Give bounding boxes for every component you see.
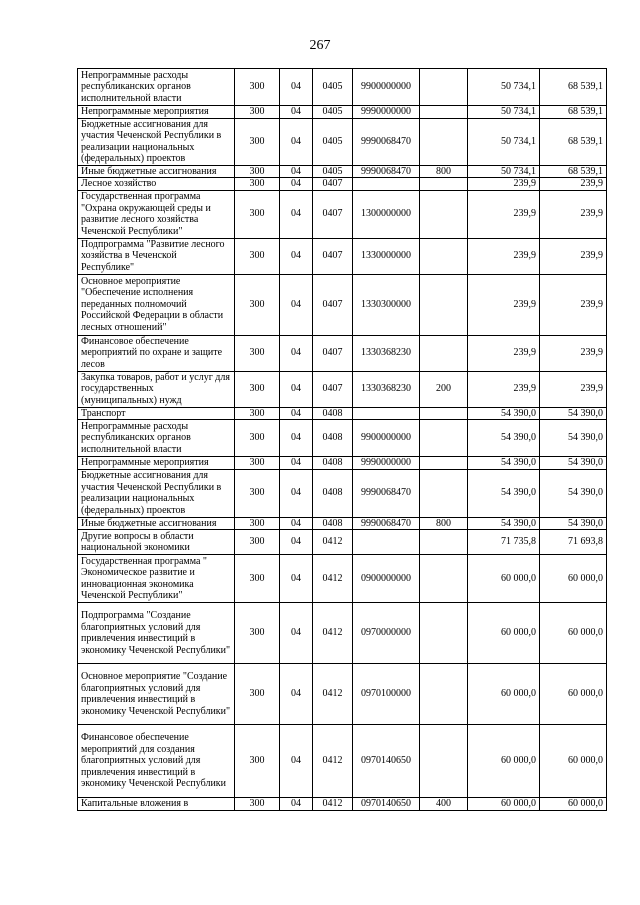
amount-year2-cell: 68 539,1 bbox=[540, 118, 607, 165]
table-row bbox=[78, 238, 607, 274]
ministry-code-cell: 300 bbox=[235, 664, 280, 725]
target-article-cell: 9990068470 bbox=[353, 469, 420, 517]
expense-type-cell bbox=[420, 190, 468, 238]
ministry-code-cell: 300 bbox=[235, 603, 280, 664]
amount-year2-cell: 60 000,0 bbox=[540, 603, 607, 664]
target-article-cell: 0970000000 bbox=[353, 603, 420, 664]
amount-year1-cell: 239,9 bbox=[468, 190, 540, 238]
expense-type-cell bbox=[420, 469, 468, 517]
subsection-code-cell: 0407 bbox=[313, 335, 353, 371]
item-name-cell: Непрограммные мероприятия bbox=[78, 106, 235, 119]
table-row bbox=[78, 469, 607, 517]
ministry-code-cell: 300 bbox=[235, 178, 280, 191]
table-row bbox=[78, 178, 607, 191]
amount-year1-cell: 60 000,0 bbox=[468, 798, 540, 811]
section-code-cell: 04 bbox=[280, 165, 313, 178]
amount-year1-cell: 239,9 bbox=[468, 238, 540, 274]
table-row bbox=[78, 517, 607, 530]
amount-year1-cell: 71 735,8 bbox=[468, 530, 540, 555]
section-code-cell: 04 bbox=[280, 178, 313, 191]
ministry-code-cell: 300 bbox=[235, 371, 280, 407]
table-row bbox=[78, 190, 607, 238]
amount-year1-cell: 60 000,0 bbox=[468, 725, 540, 798]
amount-year2-cell: 68 539,1 bbox=[540, 69, 607, 106]
subsection-code-cell: 0407 bbox=[313, 371, 353, 407]
table-row bbox=[78, 69, 607, 106]
subsection-code-cell: 0408 bbox=[313, 407, 353, 420]
ministry-code-cell: 300 bbox=[235, 457, 280, 470]
section-code-cell: 04 bbox=[280, 555, 313, 603]
subsection-code-cell: 0407 bbox=[313, 274, 353, 335]
expense-type-cell: 200 bbox=[420, 371, 468, 407]
subsection-code-cell: 0408 bbox=[313, 517, 353, 530]
item-name-cell: Основное мероприятие "Создание благоприятных условий для привлечения инвестиций в экономику Чеченской Республики" bbox=[78, 664, 235, 725]
item-name-cell: Непрограммные расходы республиканских органов исполнительной власти bbox=[78, 69, 235, 106]
expense-type-cell bbox=[420, 178, 468, 191]
subsection-code-cell: 0408 bbox=[313, 457, 353, 470]
amount-year1-cell: 60 000,0 bbox=[468, 603, 540, 664]
subsection-code-cell: 0412 bbox=[313, 664, 353, 725]
amount-year2-cell: 239,9 bbox=[540, 371, 607, 407]
section-code-cell: 04 bbox=[280, 238, 313, 274]
expense-type-cell bbox=[420, 457, 468, 470]
target-article-cell: 9990000000 bbox=[353, 457, 420, 470]
item-name-cell: Иные бюджетные ассигнования bbox=[78, 517, 235, 530]
expense-type-cell bbox=[420, 725, 468, 798]
amount-year2-cell: 71 693,8 bbox=[540, 530, 607, 555]
expense-type-cell bbox=[420, 603, 468, 664]
amount-year1-cell: 239,9 bbox=[468, 335, 540, 371]
table-row bbox=[78, 106, 607, 119]
target-article-cell: 9990068470 bbox=[353, 517, 420, 530]
target-article-cell: 1300000000 bbox=[353, 190, 420, 238]
section-code-cell: 04 bbox=[280, 69, 313, 106]
target-article-cell bbox=[353, 178, 420, 191]
amount-year2-cell: 54 390,0 bbox=[540, 469, 607, 517]
amount-year1-cell: 50 734,1 bbox=[468, 69, 540, 106]
item-name-cell: Финансовое обеспечение мероприятий для создания благоприятных условий для привлечения инвестиций в экономику Чеченской Республики bbox=[78, 725, 235, 798]
target-article-cell bbox=[353, 407, 420, 420]
amount-year1-cell: 54 390,0 bbox=[468, 407, 540, 420]
subsection-code-cell: 0412 bbox=[313, 798, 353, 811]
page-number: 267 bbox=[309, 38, 331, 53]
amount-year1-cell: 50 734,1 bbox=[468, 165, 540, 178]
ministry-code-cell: 300 bbox=[235, 469, 280, 517]
expense-type-cell bbox=[420, 420, 468, 457]
item-name-cell: Непрограммные мероприятия bbox=[78, 457, 235, 470]
amount-year1-cell: 54 390,0 bbox=[468, 457, 540, 470]
expense-type-cell bbox=[420, 118, 468, 165]
expense-type-cell bbox=[420, 335, 468, 371]
table-row bbox=[78, 798, 607, 811]
item-name-cell: Бюджетные ассигнования для участия Чеченской Республики в реализации национальных (федеральных) проектов bbox=[78, 118, 235, 165]
table-row bbox=[78, 407, 607, 420]
amount-year1-cell: 54 390,0 bbox=[468, 420, 540, 457]
amount-year2-cell: 54 390,0 bbox=[540, 457, 607, 470]
ministry-code-cell: 300 bbox=[235, 335, 280, 371]
table-row bbox=[78, 165, 607, 178]
section-code-cell: 04 bbox=[280, 530, 313, 555]
amount-year1-cell: 60 000,0 bbox=[468, 664, 540, 725]
expense-type-cell bbox=[420, 664, 468, 725]
section-code-cell: 04 bbox=[280, 517, 313, 530]
target-article-cell: 0900000000 bbox=[353, 555, 420, 603]
item-name-cell: Бюджетные ассигнования для участия Чеченской Республики в реализации национальных (федеральных) проектов bbox=[78, 469, 235, 517]
table-row bbox=[78, 664, 607, 725]
target-article-cell: 0970100000 bbox=[353, 664, 420, 725]
amount-year1-cell: 239,9 bbox=[468, 274, 540, 335]
table-row bbox=[78, 725, 607, 798]
target-article-cell: 9900000000 bbox=[353, 420, 420, 457]
item-name-cell: Транспорт bbox=[78, 407, 235, 420]
section-code-cell: 04 bbox=[280, 469, 313, 517]
table-row bbox=[78, 335, 607, 371]
section-code-cell: 04 bbox=[280, 457, 313, 470]
section-code-cell: 04 bbox=[280, 274, 313, 335]
table-row bbox=[78, 420, 607, 457]
item-name-cell: Подпрограмма "Развитие лесного хозяйства в Чеченской Республике" bbox=[78, 238, 235, 274]
subsection-code-cell: 0412 bbox=[313, 603, 353, 664]
target-article-cell: 1330368230 bbox=[353, 335, 420, 371]
budget-table bbox=[77, 68, 607, 811]
expense-type-cell bbox=[420, 530, 468, 555]
subsection-code-cell: 0407 bbox=[313, 178, 353, 191]
amount-year2-cell: 60 000,0 bbox=[540, 725, 607, 798]
amount-year2-cell: 54 390,0 bbox=[540, 420, 607, 457]
subsection-code-cell: 0405 bbox=[313, 118, 353, 165]
expense-type-cell: 800 bbox=[420, 517, 468, 530]
table-row bbox=[78, 274, 607, 335]
subsection-code-cell: 0405 bbox=[313, 165, 353, 178]
subsection-code-cell: 0407 bbox=[313, 190, 353, 238]
ministry-code-cell: 300 bbox=[235, 190, 280, 238]
ministry-code-cell: 300 bbox=[235, 118, 280, 165]
amount-year1-cell: 50 734,1 bbox=[468, 118, 540, 165]
expense-type-cell bbox=[420, 106, 468, 119]
target-article-cell: 0970140650 bbox=[353, 798, 420, 811]
amount-year2-cell: 68 539,1 bbox=[540, 106, 607, 119]
item-name-cell: Финансовое обеспечение мероприятий по охране и защите лесов bbox=[78, 335, 235, 371]
target-article-cell: 0970140650 bbox=[353, 725, 420, 798]
section-code-cell: 04 bbox=[280, 664, 313, 725]
amount-year2-cell: 239,9 bbox=[540, 335, 607, 371]
table-row bbox=[78, 603, 607, 664]
section-code-cell: 04 bbox=[280, 371, 313, 407]
target-article-cell: 9990068470 bbox=[353, 165, 420, 178]
ministry-code-cell: 300 bbox=[235, 798, 280, 811]
ministry-code-cell: 300 bbox=[235, 274, 280, 335]
subsection-code-cell: 0412 bbox=[313, 530, 353, 555]
ministry-code-cell: 300 bbox=[235, 420, 280, 457]
item-name-cell: Подпрограмма "Создание благоприятных условий для привлечения инвестиций в экономику Чеченской Республики" bbox=[78, 603, 235, 664]
amount-year2-cell: 54 390,0 bbox=[540, 517, 607, 530]
target-article-cell: 1330300000 bbox=[353, 274, 420, 335]
amount-year2-cell: 239,9 bbox=[540, 238, 607, 274]
table-row bbox=[78, 555, 607, 603]
section-code-cell: 04 bbox=[280, 335, 313, 371]
amount-year1-cell: 60 000,0 bbox=[468, 555, 540, 603]
subsection-code-cell: 0407 bbox=[313, 238, 353, 274]
amount-year2-cell: 60 000,0 bbox=[540, 555, 607, 603]
item-name-cell: Иные бюджетные ассигнования bbox=[78, 165, 235, 178]
section-code-cell: 04 bbox=[280, 118, 313, 165]
expense-type-cell bbox=[420, 238, 468, 274]
amount-year2-cell: 68 539,1 bbox=[540, 165, 607, 178]
ministry-code-cell: 300 bbox=[235, 69, 280, 106]
expense-type-cell: 800 bbox=[420, 165, 468, 178]
section-code-cell: 04 bbox=[280, 798, 313, 811]
ministry-code-cell: 300 bbox=[235, 407, 280, 420]
section-code-cell: 04 bbox=[280, 106, 313, 119]
target-article-cell: 1330000000 bbox=[353, 238, 420, 274]
target-article-cell: 1330368230 bbox=[353, 371, 420, 407]
subsection-code-cell: 0405 bbox=[313, 69, 353, 106]
section-code-cell: 04 bbox=[280, 420, 313, 457]
section-code-cell: 04 bbox=[280, 190, 313, 238]
item-name-cell: Государственная программа " Экономическое развитие и инновационная экономика Чеченской Республики" bbox=[78, 555, 235, 603]
target-article-cell: 9990068470 bbox=[353, 118, 420, 165]
expense-type-cell bbox=[420, 274, 468, 335]
ministry-code-cell: 300 bbox=[235, 530, 280, 555]
amount-year1-cell: 50 734,1 bbox=[468, 106, 540, 119]
amount-year1-cell: 239,9 bbox=[468, 371, 540, 407]
item-name-cell: Основное мероприятие "Обеспечение исполнения переданных полномочий Российской Федерации в области лесных отношений" bbox=[78, 274, 235, 335]
amount-year2-cell: 60 000,0 bbox=[540, 798, 607, 811]
expense-type-cell bbox=[420, 69, 468, 106]
item-name-cell: Лесное хозяйство bbox=[78, 178, 235, 191]
expense-type-cell bbox=[420, 407, 468, 420]
budget-table-body bbox=[78, 69, 607, 811]
table-row bbox=[78, 457, 607, 470]
target-article-cell: 9900000000 bbox=[353, 69, 420, 106]
subsection-code-cell: 0408 bbox=[313, 469, 353, 517]
ministry-code-cell: 300 bbox=[235, 725, 280, 798]
table-row bbox=[78, 118, 607, 165]
subsection-code-cell: 0408 bbox=[313, 420, 353, 457]
section-code-cell: 04 bbox=[280, 603, 313, 664]
ministry-code-cell: 300 bbox=[235, 106, 280, 119]
item-name-cell: Другие вопросы в области национальной экономики bbox=[78, 530, 235, 555]
item-name-cell: Закупка товаров, работ и услуг для государственных (муниципальных) нужд bbox=[78, 371, 235, 407]
subsection-code-cell: 0405 bbox=[313, 106, 353, 119]
ministry-code-cell: 300 bbox=[235, 555, 280, 603]
section-code-cell: 04 bbox=[280, 725, 313, 798]
table-row bbox=[78, 530, 607, 555]
amount-year2-cell: 239,9 bbox=[540, 190, 607, 238]
expense-type-cell bbox=[420, 555, 468, 603]
amount-year2-cell: 60 000,0 bbox=[540, 664, 607, 725]
item-name-cell: Капитальные вложения в bbox=[78, 798, 235, 811]
target-article-cell bbox=[353, 530, 420, 555]
item-name-cell: Непрограммные расходы республиканских органов исполнительной власти bbox=[78, 420, 235, 457]
target-article-cell: 9990000000 bbox=[353, 106, 420, 119]
expense-type-cell: 400 bbox=[420, 798, 468, 811]
amount-year2-cell: 239,9 bbox=[540, 274, 607, 335]
subsection-code-cell: 0412 bbox=[313, 725, 353, 798]
item-name-cell: Государственная программа "Охрана окружающей среды и развитие лесного хозяйства Чеченской Республики" bbox=[78, 190, 235, 238]
section-code-cell: 04 bbox=[280, 407, 313, 420]
ministry-code-cell: 300 bbox=[235, 165, 280, 178]
amount-year2-cell: 239,9 bbox=[540, 178, 607, 191]
amount-year1-cell: 54 390,0 bbox=[468, 517, 540, 530]
amount-year2-cell: 54 390,0 bbox=[540, 407, 607, 420]
ministry-code-cell: 300 bbox=[235, 517, 280, 530]
subsection-code-cell: 0412 bbox=[313, 555, 353, 603]
amount-year1-cell: 54 390,0 bbox=[468, 469, 540, 517]
table-row bbox=[78, 371, 607, 407]
ministry-code-cell: 300 bbox=[235, 238, 280, 274]
amount-year1-cell: 239,9 bbox=[468, 178, 540, 191]
